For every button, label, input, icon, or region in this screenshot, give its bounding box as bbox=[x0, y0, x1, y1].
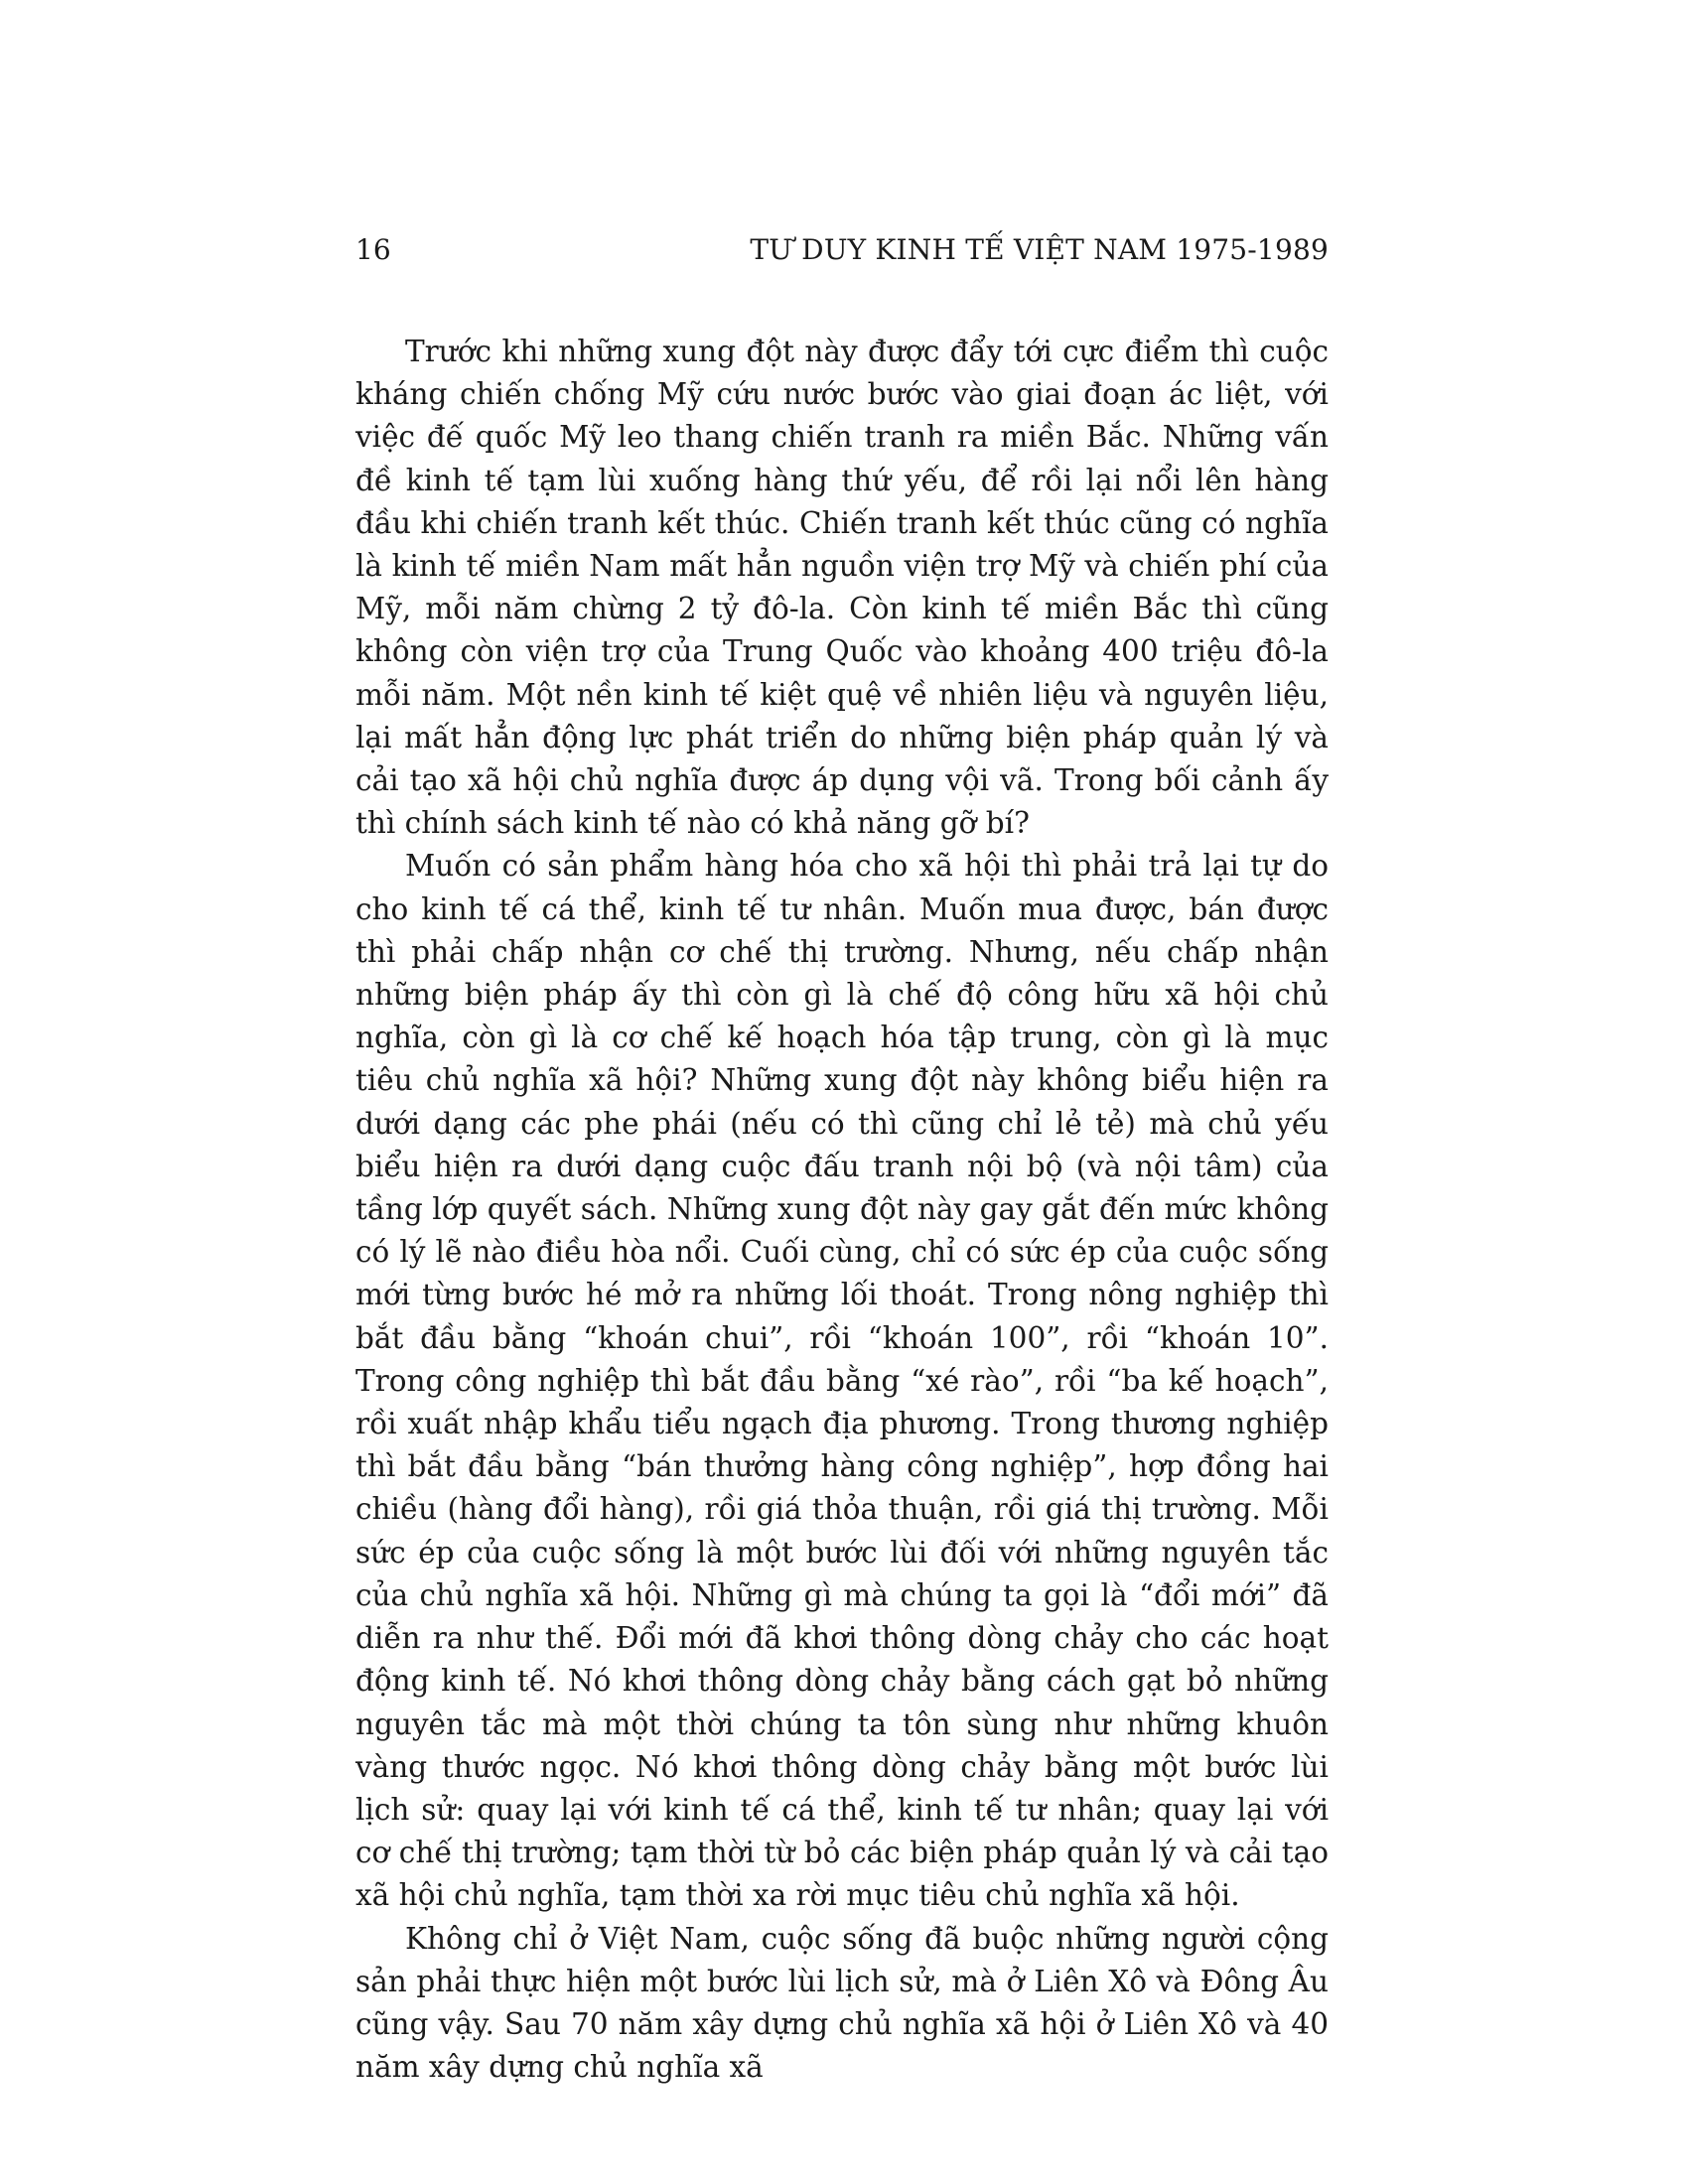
body-text bbox=[355, 331, 1329, 2089]
running-head bbox=[355, 230, 1329, 270]
running-title: TƯ DUY KINH TẾ VIỆT NAM 1975-1989 bbox=[750, 233, 1329, 266]
paragraph-2: Muốn có sản phẩm hàng hóa cho xã hội thì phải trả lại tự do cho kinh tế cá thể, kinh tế tư nhân. Muốn mua được, bán được thì phải chấp nhận cơ chế thị trường. Nhưng, nếu chấp nhận những biện pháp ấy thì còn gì là chế độ công hữu xã hội chủ nghĩa, còn gì là cơ chế kế hoạch hóa tập trung, còn gì là mục tiêu chủ nghĩa xã hội? Những xung đột này không biểu hiện ra dưới dạng các phe phái (nếu có thì cũng chỉ lẻ tẻ) mà chủ yếu biểu hiện ra dưới dạng cuộc đấu tranh nội bộ (và nội tâm) của tầng lớp quyết sách. Những xung đột này gay gắt đến mức không có lý lẽ nào điều hòa nổi. Cuối cùng, chỉ có sức ép của cuộc sống mới từng bước hé mở ra những lối thoát. Trong nông nghiệp thì bắt đầu bằng “khoán chui”, rồi “khoán 100”, rồi “khoán 10”. Trong công nghiệp thì bắt đầu bằng “xé rào”, rồi “ba kế hoạch”, rồi xuất nhập khẩu tiểu ngạch địa phương. Trong thương nghiệp thì bắt đầu bằng “bán thưởng hàng công nghiệp”, hợp đồng hai chiều (hàng đổi hàng), rồi giá thỏa thuận, rồi giá thị trường. Mỗi sức ép của cuộc sống là một bước lùi đối với những nguyên tắc của chủ nghĩa xã hội. Những gì mà chúng ta gọi là “đổi mới” đã diễn ra như thế. Đổi mới đã khơi thông dòng chảy cho các hoạt động kinh tế. Nó khơi thông dòng chảy bằng cách gạt bỏ những nguyên tắc mà một thời chúng ta tôn sùng như những khuôn vàng thước ngọc. Nó khơi thông dòng chảy bằng một bước lùi lịch sử: quay lại với kinh tế cá thể, kinh tế tư nhân; quay lại với cơ chế thị trường; tạm thời từ bỏ các biện pháp quản lý và cải tạo xã hội chủ nghĩa, tạm thời xa rời mục tiêu chủ nghĩa xã hội. bbox=[355, 849, 1329, 1913]
paragraph-3: Không chỉ ở Việt Nam, cuộc sống đã buộc những người cộng sản phải thực hiện một bước lùi lịch sử, mà ở Liên Xô và Đông Âu cũng vậy. Sau 70 năm xây dựng chủ nghĩa xã hội ở Liên Xô và 40 năm xây dựng chủ nghĩa xã bbox=[355, 1921, 1329, 2085]
paragraph-1: Trước khi những xung đột này được đẩy tới cực điểm thì cuộc kháng chiến chống Mỹ cứu nước bước vào giai đoạn ác liệt, với việc đế quốc Mỹ leo thang chiến tranh ra miền Bắc. Những vấn đề kinh tế tạm lùi xuống hàng thứ yếu, để rồi lại nổi lên hàng đầu khi chiến tranh kết thúc. Chiến tranh kết thúc cũng có nghĩa là kinh tế miền Nam mất hẳn nguồn viện trợ Mỹ và chiến phí của Mỹ, mỗi năm chừng 2 tỷ đô-la. Còn kinh tế miền Bắc thì cũng không còn viện trợ của Trung Quốc vào khoảng 400 triệu đô-la mỗi năm. Một nền kinh tế kiệt quệ về nhiên liệu và nguyên liệu, lại mất hẳn động lực phát triển do những biện pháp quản lý và cải tạo xã hội chủ nghĩa được áp dụng vội vã. Trong bối cảnh ấy thì chính sách kinh tế nào có khả năng gỡ bí? bbox=[355, 335, 1329, 841]
page-number: 16 bbox=[355, 233, 391, 266]
